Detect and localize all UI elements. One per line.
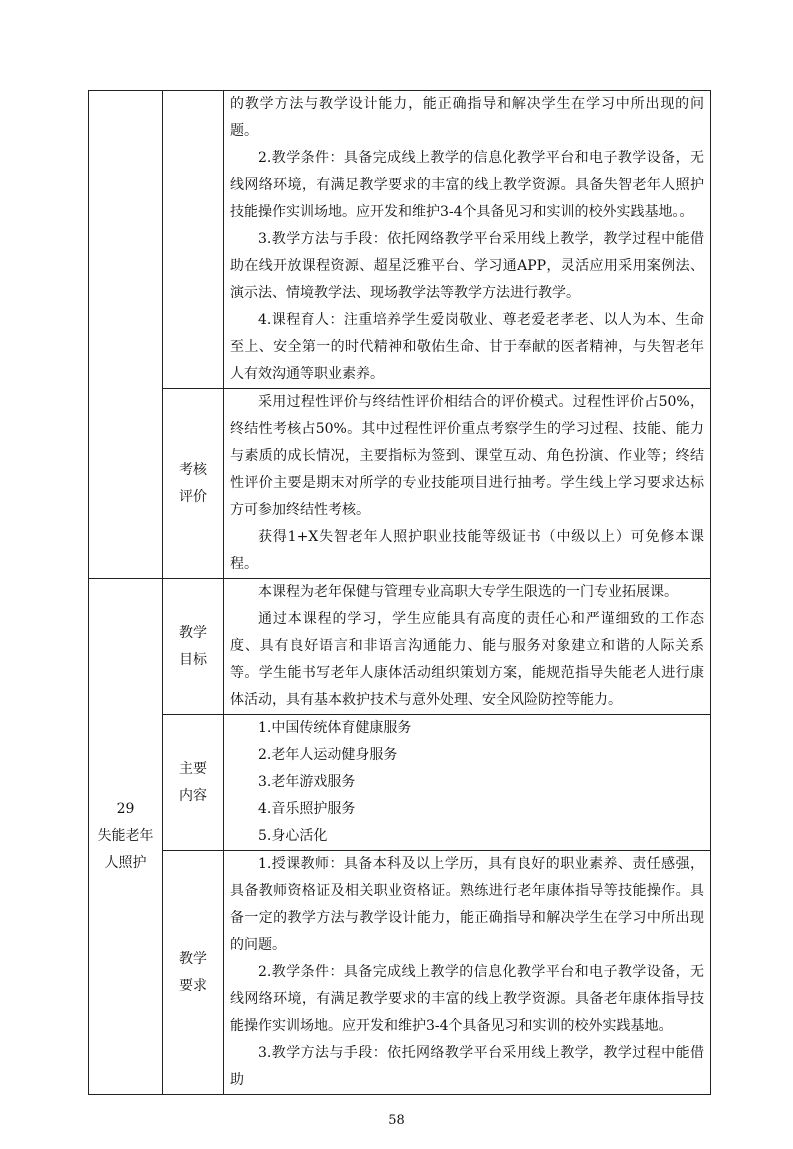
paragraph: 本课程为老年保健与管理专业高职大专学生限选的一门专业拓展课。 [258,584,678,600]
paragraph: 2.教学条件：具备完成线上教学的信息化教学平台和电子教学设备，无线网络环境，有满足教学要求的丰富的线上教学资源。具备老年康体指导技能操作实训场地。应开发和维护3-4个具备见习和实训的校外实践基地。 [230,964,704,1034]
table-row [89,91,711,389]
paragraph: 1.授课教师：具备本科及以上学历，具有良好的职业素养、责任感强，具备教师资格证及相关职业资格证。熟练进行老年康体指导等技能操作。具备一定的教学方法与教学设计能力，能正确指导和解决学生在学习中所出现的问题。 [230,856,704,953]
row-label-text: 教学要求 [179,950,207,994]
paragraph: 4.课程育人：注重培养学生爱岗敬业、尊老爱老孝老、以人为本、生命至上、安全第一的时代精神和敬佑生命、甘于奉献的医者精神，与失智老年人有效沟通等职业素养。 [230,312,704,382]
paragraph: 2.教学条件：具备完成线上教学的信息化教学平台和电子教学设备，无线网络环境，有满足教学要求的丰富的线上教学资源。具备失智老年人照护技能操作实训场地。应开发和维护3-4个具备见习和实训的校外实践基地。。 [230,150,704,220]
paragraph: 获得1+X失智老年人照护职业技能等级证书（中级以上）可免修本课程。 [230,529,704,572]
row-label-text: 主要内容 [179,760,207,804]
course-cell [89,91,163,579]
paragraph: 的教学方法与教学设计能力，能正确指导和解决学生在学习中所出现的问题。 [230,96,704,139]
course-number: 29 [116,801,135,817]
course-table [88,90,711,1095]
row-content [224,851,711,1095]
row-content [224,91,711,389]
paragraph: 2.老年人运动健身服务 [258,747,398,763]
row-label [163,851,224,1095]
paragraph: 3.老年游戏服务 [258,774,356,790]
course-name: 失能老年人照护 [97,828,154,871]
row-label-text: 考核评价 [179,461,207,505]
table-row [89,851,711,1095]
row-label-text: 教学目标 [179,624,207,668]
row-label [163,389,224,579]
table-row [89,715,711,851]
paragraph: 通过本课程的学习，学生应能具有高度的责任心和严谨细致的工作态度、具有良好语言和非语言沟通能力、能与服务对象建立和谐的人际关系等。学生能书写老年人康体活动组织策划方案，能规范指导失能老人进行康体活动，具有基本救护技术与意外处理、安全风险防控等能力。 [230,611,704,708]
paragraph: 3.教学方法与手段：依托网络教学平台采用线上教学，教学过程中能借助在线开放课程资源、超星泛雅平台、学习通APP，灵活应用采用案例法、演示法、情境教学法、现场教学法等教学方法进行教学。 [230,231,704,301]
paragraph: 1.中国传统体育健康服务 [258,720,412,736]
row-label [163,579,224,715]
row-label [163,715,224,851]
row-content [224,715,711,851]
table-row [89,389,711,579]
paragraph: 5.身心活化 [258,828,328,844]
row-label [163,91,224,389]
paragraph: 4.音乐照护服务 [258,801,356,817]
page-number: 58 [388,1113,405,1128]
row-content [224,579,711,715]
table-row [89,579,711,715]
paragraph: 3.教学方法与手段：依托网络教学平台采用线上教学，教学过程中能借助 [230,1045,704,1088]
course-cell [89,579,163,1095]
paragraph: 采用过程性评价与终结性评价相结合的评价模式。过程性评价占50%，终结性考核占50%。其中过程性评价重点考察学生的学习过程、技能、能力与素质的成长情况，主要指标为签到、课堂互动、角色扮演、作业等；终结性评价主要是期末对所学的专业技能项目进行抽考。学生线上学习要求达标方可参加终结性考核。 [230,394,704,518]
row-content [224,389,711,579]
